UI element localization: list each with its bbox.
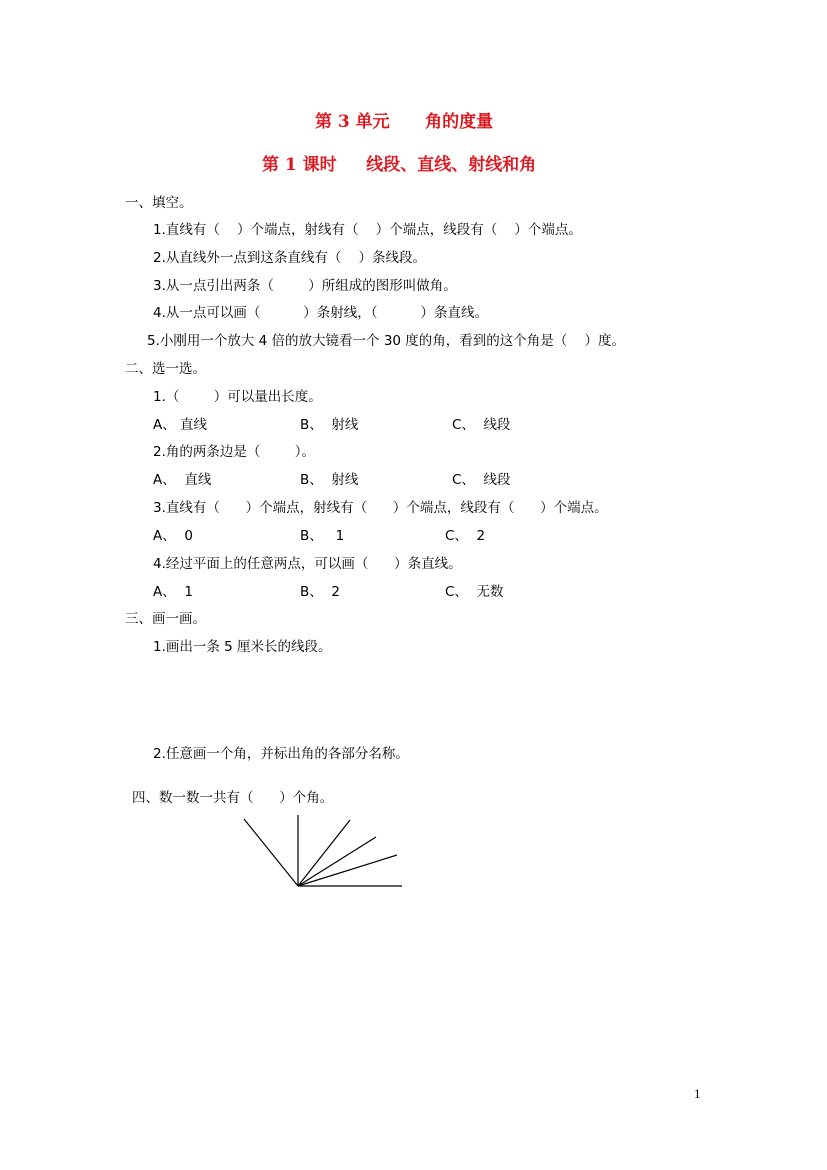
draw-item-1: 1.画出一条 5 厘米长的线段。	[153, 639, 332, 655]
section-1-heading: 一、填空。	[125, 195, 193, 211]
page-number: 1	[694, 1086, 701, 1101]
fill-item-4: 4.从一点可以画（ ）条射线，（ ）条直线。	[153, 305, 488, 321]
choice-2-option-c: C、 线段	[452, 472, 511, 488]
fill-item-5: 5.小刚用一个放大 4 倍的放大镜看一个 30 度的角，看到的这个角是（ ）度。	[147, 333, 625, 349]
choice-question-4: 4.经过平面上的任意两点，可以画（ ）条直线。	[153, 556, 462, 572]
choice-1-option-a: A、 直线	[153, 417, 208, 433]
fill-item-3: 3.从一点引出两条（ ）所组成的图形叫做角。	[153, 278, 457, 294]
choice-3-option-c: C、 2	[445, 528, 486, 544]
choice-2-option-b: B、 射线	[300, 472, 359, 488]
fill-item-1: 1.直线有（ ）个端点，射线有（ ）个端点，线段有（ ）个端点。	[153, 222, 582, 238]
section-2-heading: 二、选一选。	[125, 361, 206, 377]
choice-2-option-a: A、 直线	[153, 472, 212, 488]
choice-4-option-a: A、 1	[153, 584, 193, 600]
choice-1-option-c: C、 线段	[452, 417, 511, 433]
choice-3-option-b: B、 1	[300, 528, 345, 544]
choice-question-1: 1.（ ）可以量出长度。	[153, 389, 322, 405]
choice-4-option-c: C、 无数	[445, 584, 504, 600]
ray-lower-right	[298, 855, 397, 886]
choice-3-option-a: A、 0	[153, 528, 193, 544]
choice-question-2: 2.角的两条边是（ ）。	[153, 444, 315, 460]
choice-question-3: 3.直线有（ ）个端点，射线有（ ）个端点，线段有（ ）个端点。	[153, 500, 608, 516]
choice-4-option-b: B、 2	[300, 584, 340, 600]
unit-title: 第 3 单元 角的度量	[315, 112, 494, 132]
choice-1-option-b: B、 射线	[300, 417, 359, 433]
ray-middle	[298, 820, 350, 886]
ray-left	[244, 819, 298, 886]
fill-item-2: 2.从直线外一点到这条直线有（ ）条线段。	[153, 250, 427, 266]
draw-item-2: 2.任意画一个角，并标出角的各部分名称。	[153, 746, 409, 762]
ray-upper-right	[298, 837, 376, 886]
section-4-heading: 四、数一数一共有（ ）个角。	[132, 790, 334, 806]
section-3-heading: 三、画一画。	[125, 611, 206, 627]
lesson-title: 第 1 课时 线段、直线、射线和角	[262, 155, 537, 175]
